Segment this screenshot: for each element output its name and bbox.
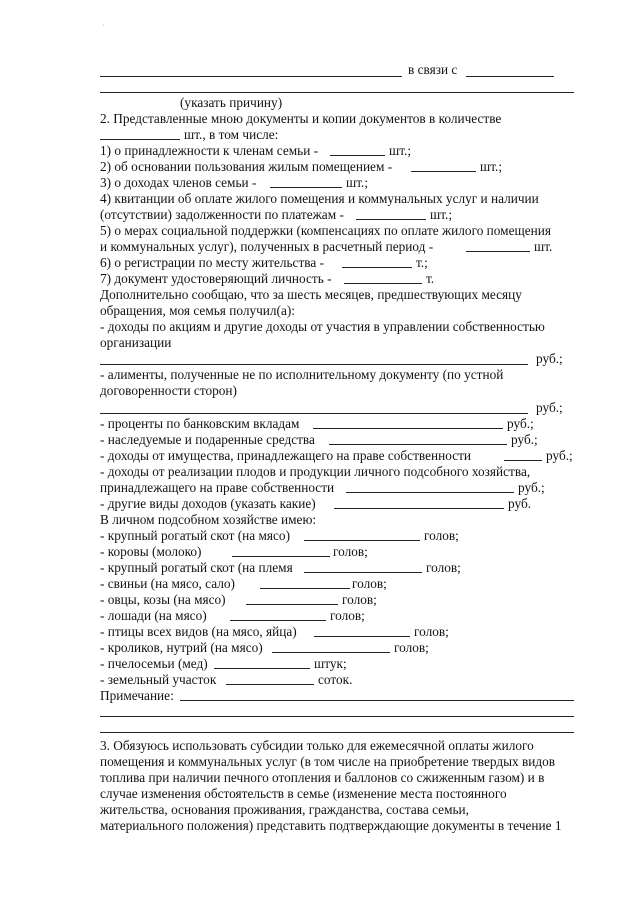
doc-item-5-line-1: 5) о мерах социальной поддержки (компенсациях по оплате жилого помещения [100, 223, 551, 238]
bank-blank[interactable] [313, 428, 503, 429]
produce-unit: руб.; [518, 480, 545, 495]
reason-blank-line[interactable] [100, 92, 574, 93]
doc-item-7-unit: т. [426, 271, 435, 286]
doc-item-4-blank[interactable] [356, 219, 426, 220]
farm-item-3-unit: голов; [426, 560, 461, 575]
farm-item-3-blank[interactable] [304, 572, 422, 573]
doc-item-4-line-1: 4) квитанции об оплате жилого помещения и коммунальных услуг и наличии [100, 191, 539, 206]
doc-item-5-line-2: и коммунальных услуг), полученных в расчетный период - [100, 239, 434, 254]
doc-item-3-unit: шт.; [346, 175, 369, 190]
farm-item-8-blank[interactable] [272, 652, 390, 653]
section3-line-4: случае изменения обстоятельств в семье (изменение места постоянного [100, 786, 507, 801]
reason-connector: в связи с [408, 62, 458, 77]
farm-item-10: - земельный участок [100, 672, 217, 687]
farm-item-2-unit: голов; [333, 544, 368, 559]
doc-item-1: 1) о принадлежности к членам семьи - [100, 143, 319, 158]
note-blank-3[interactable] [100, 732, 574, 733]
income-intro-1: Дополнительно сообщаю, что за шесть месяцев, предшествующих месяцу [100, 287, 522, 302]
farm-item-5: - овцы, козы (на мясо) [100, 592, 226, 607]
farm-item-6-blank[interactable] [230, 620, 326, 621]
doc-item-6-blank[interactable] [342, 267, 412, 268]
section3-line-2: помещения и коммунальных услуг (в том числе на приобретение твердых видов [100, 754, 556, 769]
income-alimony-1: - алименты, полученные не по исполнительному документу (по устной [100, 367, 504, 382]
farm-item-10-unit: соток. [318, 672, 353, 687]
farm-item-8-unit: голов; [394, 640, 429, 655]
farm-item-10-blank[interactable] [226, 684, 314, 685]
alimony-unit: руб.; [536, 400, 563, 415]
note-blank-2[interactable] [100, 716, 574, 717]
farm-item-3: - крупный рогатый скот (на племя [100, 560, 293, 575]
property-unit: руб.; [546, 448, 573, 463]
income-produce-1: - доходы от реализации плодов и продукции личного подсобного хозяйства, [100, 464, 531, 479]
produce-blank[interactable] [346, 492, 514, 493]
bank-unit: руб.; [507, 416, 534, 431]
farm-item-2-blank[interactable] [232, 556, 330, 557]
farm-item-4-blank[interactable] [260, 588, 350, 589]
income-alimony-2: договоренности сторон) [100, 383, 237, 398]
farm-item-1-blank[interactable] [304, 540, 420, 541]
income-other: - другие виды доходов (указать какие) [100, 496, 316, 511]
alimony-blank[interactable] [100, 413, 528, 414]
farm-item-9: - пчелосемьи (мед) [100, 656, 208, 671]
doc-item-5-unit: шт. [534, 239, 553, 254]
reason-blank-2[interactable] [466, 76, 554, 77]
reason-hint: (указать причину) [180, 95, 283, 110]
income-inherited: - наследуемые и подаренные средства [100, 432, 315, 447]
farm-item-8: - кроликов, нутрий (на мясо) [100, 640, 263, 655]
section2-intro-1: 2. Представленные мною документы и копии документов в количестве [100, 111, 502, 126]
doc-item-4-line-2: (отсутствии) задолженности по платежам - [100, 207, 344, 222]
income-intro-2: обращения, моя семья получил(а): [100, 303, 295, 318]
dividends-unit: руб.; [536, 351, 563, 366]
farm-item-5-unit: голов; [342, 592, 377, 607]
reason-blank-1[interactable] [100, 76, 402, 77]
doc-item-3: 3) о доходах членов семьи - [100, 175, 257, 190]
scan-mark: · [102, 20, 105, 30]
doc-item-5-blank[interactable] [466, 251, 530, 252]
farm-item-4: - свиньи (на мясо, сало) [100, 576, 235, 591]
doc-item-3-blank[interactable] [270, 187, 342, 188]
doc-item-2-blank[interactable] [411, 171, 476, 172]
section3-line-5: жительства, основания проживания, гражданства, состава семьи, [100, 802, 470, 817]
section3-line-1: 3. Обязуюсь использовать субсидии только для ежемесячной оплаты жилого [100, 738, 534, 753]
farm-item-1: - крупный рогатый скот (на мясо) [100, 528, 291, 543]
dividends-blank[interactable] [100, 364, 528, 365]
doc-item-7: 7) документ удостоверяющий личность - [100, 271, 332, 286]
farm-item-6-unit: голов; [330, 608, 365, 623]
farm-item-5-blank[interactable] [246, 604, 338, 605]
farm-item-1-unit: голов; [424, 528, 459, 543]
inherited-blank[interactable] [329, 444, 507, 445]
doc-item-2-unit: шт.; [480, 159, 503, 174]
farm-intro: В личном подсобном хозяйстве имею: [100, 512, 317, 527]
note-label: Примечание: [100, 688, 174, 703]
section3-line-3: топлива при наличии печного отопления и баллонов со сжиженным газом) и в [100, 770, 545, 785]
doc-item-1-unit: шт.; [389, 143, 412, 158]
doc-item-7-blank[interactable] [344, 283, 422, 284]
property-blank[interactable] [504, 460, 542, 461]
farm-item-2: - коровы (молоко) [100, 544, 202, 559]
income-produce-2: принадлежащего на праве собственности [100, 480, 335, 495]
section2-intro-2: шт., в том числе: [184, 127, 279, 142]
doc-item-1-blank[interactable] [330, 155, 385, 156]
doc-item-4-unit: шт.; [430, 207, 453, 222]
farm-item-7: - птицы всех видов (на мясо, яйца) [100, 624, 297, 639]
farm-item-9-blank[interactable] [214, 668, 310, 669]
note-blank-1[interactable] [180, 700, 574, 701]
other-income-unit: руб. [508, 496, 532, 511]
documents-count-blank[interactable] [100, 139, 180, 140]
inherited-unit: руб.; [511, 432, 538, 447]
farm-item-4-unit: голов; [352, 576, 387, 591]
farm-item-7-blank[interactable] [314, 636, 410, 637]
doc-item-6-unit: т.; [416, 255, 428, 270]
farm-item-7-unit: голов; [414, 624, 449, 639]
farm-item-6: - лошади (на мясо) [100, 608, 207, 623]
income-dividends-1: - доходы по акциям и другие доходы от участия в управлении собственностью [100, 319, 545, 334]
income-property: - доходы от имущества, принадлежащего на праве собственности [100, 448, 472, 463]
other-income-blank[interactable] [334, 508, 504, 509]
section3-line-6: материального положения) представить подтверждающие документы в течение 1 [100, 818, 562, 833]
doc-item-6: 6) о регистрации по месту жительства - [100, 255, 325, 270]
doc-item-2: 2) об основании пользования жилым помещением - [100, 159, 393, 174]
income-dividends-2: организации [100, 335, 172, 350]
income-bank: - проценты по банковским вкладам [100, 416, 300, 431]
farm-item-9-unit: штук; [314, 656, 347, 671]
